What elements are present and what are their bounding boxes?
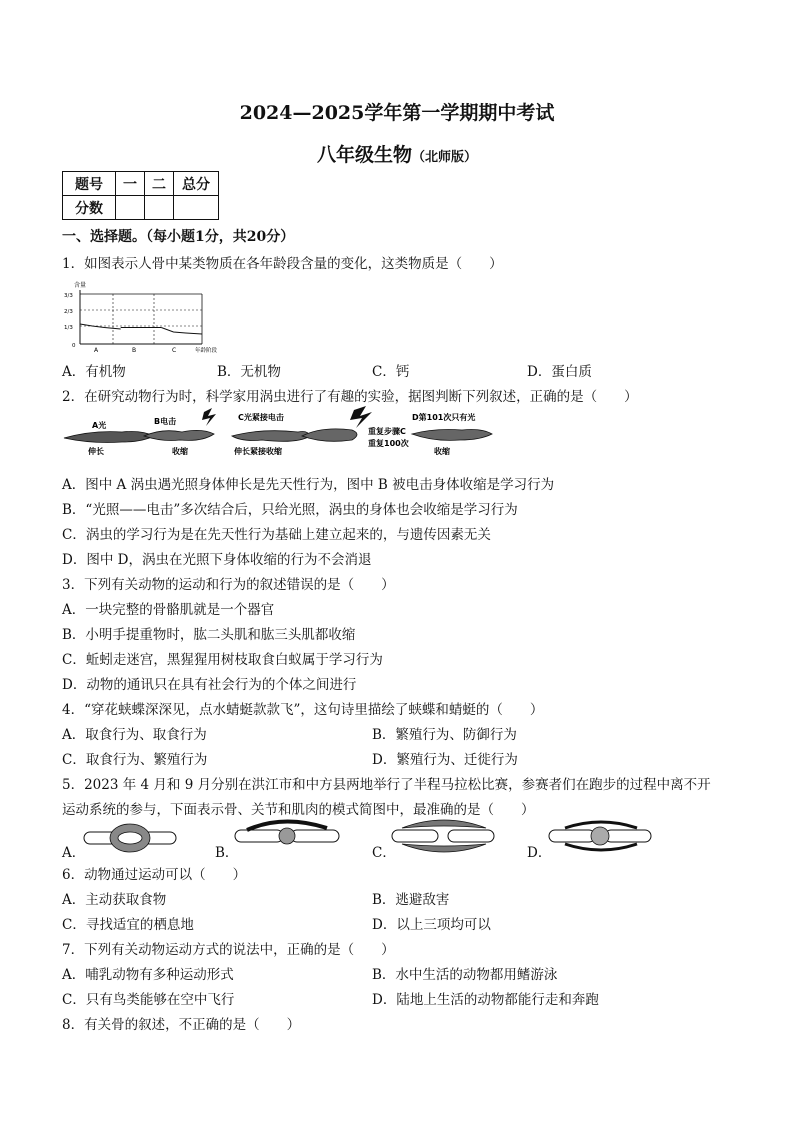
chart-xtick: B (132, 347, 137, 354)
q1-line-chart (62, 278, 222, 354)
q7-option-a[interactable]: A．哺乳动物有多种运动形式 (62, 967, 234, 983)
chart-ylabel: 含量 (74, 282, 87, 289)
q1-option-d[interactable]: D．蛋白质 (527, 364, 592, 380)
question-4-stem: 4．“穿花蛱蝶深深见，点水蜻蜓款款飞”，这句诗里描绘了蛱蝶和蜻蜓的（ ） (62, 702, 544, 718)
question-3-stem: 3．下列有关动物的运动和行为的叙述错误的是（ ） (62, 577, 395, 593)
q6-option-c[interactable]: C．寻找适宜的栖息地 (62, 917, 194, 933)
q5-joint-b-diagram (233, 814, 343, 854)
q6-option-b[interactable]: B．逃避敌害 (372, 892, 450, 908)
question-2-stem: 2．在研究动物行为时，科学家用涡虫进行了有趣的实验，据图判断下列叙述，正确的是（ ） (62, 389, 638, 405)
chart-ytick: 2/3 (64, 309, 73, 315)
question-5-stem-line1: 5．2023 年 4 月和 9 月分别在洪江市和中方县两地举行了半程马拉松比赛，参赛者们在跑步的过程中离不开 (62, 777, 711, 793)
fig-label: C光紧接电击 (238, 413, 284, 422)
chart-xlabel: 年龄阶段 (195, 348, 218, 354)
score-input-cell[interactable] (174, 196, 219, 220)
fig-label: 收缩 (434, 447, 450, 456)
chart-series-line-3 (161, 328, 202, 335)
score-cell: 一 (116, 172, 145, 196)
score-table (62, 171, 219, 220)
q4-option-c[interactable]: C．取食行为、繁殖行为 (62, 752, 208, 768)
score-input-cell[interactable] (145, 196, 174, 220)
q2-planaria-figure (62, 406, 502, 462)
fig-label: D第101次只有光 (412, 413, 476, 422)
score-cell: 题号 (63, 172, 116, 196)
fig-label: A光 (92, 421, 107, 430)
question-5-stem-line2: 运动系统的参与，下面表示骨、关节和肌肉的模式简图中，最准确的是（ ） (62, 802, 535, 818)
q1-option-b[interactable]: B．无机物 (217, 364, 281, 380)
q6-option-d[interactable]: D．以上三项均可以 (372, 917, 491, 933)
q5-option-c[interactable]: C． (372, 845, 396, 861)
chart-xtick: A (94, 347, 99, 354)
section-heading: 一、选择题。（每小题1分，共20分） (62, 229, 295, 245)
chart-ytick: 1/3 (64, 325, 73, 331)
chart-ytick: 0 (72, 343, 76, 349)
worm-a-icon (64, 432, 154, 443)
question-1-stem: 1．如图表示人骨中某类物质在各年龄段含量的变化，这类物质是（ ） (62, 256, 503, 272)
chart-series-line-1 (80, 324, 121, 329)
q5-option-d[interactable]: D． (527, 845, 552, 861)
q7-option-b[interactable]: B．水中生活的动物都用鳍游泳 (372, 967, 558, 983)
score-table-score-row (63, 196, 219, 220)
q4-option-b[interactable]: B．繁殖行为、防御行为 (372, 727, 517, 743)
q4-option-d[interactable]: D．繁殖行为、迁徙行为 (372, 752, 518, 768)
q2-option-b[interactable]: B．“光照——电击”多次结合后，只给光照，涡虫的身体也会收缩是学习行为 (62, 502, 518, 518)
exam-subtitle (0, 140, 794, 167)
q7-option-d[interactable]: D．陆地上生活的动物都能行走和奔跑 (372, 992, 599, 1008)
score-table-header-row (63, 172, 219, 196)
q5-joint-c-diagram (390, 816, 498, 856)
chart-ytick: 3/3 (64, 293, 73, 299)
q2-option-d[interactable]: D．图中 D，涡虫在光照下身体收缩的行为不会消退 (62, 552, 372, 568)
chart-series-group (80, 324, 202, 334)
q1-option-c[interactable]: C．钙 (372, 364, 410, 380)
score-cell: 分数 (63, 196, 116, 220)
q3-option-d[interactable]: D．动物的通讯只在具有社会行为的个体之间进行 (62, 677, 357, 693)
chart-xtick: C (172, 347, 177, 354)
worm-d-icon (412, 430, 492, 441)
score-cell: 总分 (174, 172, 219, 196)
fig-label: 伸长紧接收缩 (234, 447, 282, 456)
fig-label: 重复步骤C (368, 427, 406, 436)
q4-option-a[interactable]: A．取食行为、取食行为 (62, 727, 207, 743)
fig-label: B电击 (154, 417, 177, 426)
q5-option-a[interactable]: A． (62, 845, 86, 861)
q3-option-c[interactable]: C．蚯蚓走迷宫，黑猩猩用树枝取食白蚁属于学习行为 (62, 652, 383, 668)
q3-option-a[interactable]: A．一块完整的骨骼肌就是一个器官 (62, 602, 275, 618)
q2-option-c[interactable]: C．涡虫的学习行为是在先天性行为基础上建立起来的，与遗传因素无关 (62, 527, 491, 543)
q5-joint-d-diagram (547, 816, 655, 856)
q2-option-a[interactable]: A．图中 A 涡虫遇光照身体伸长是先天性行为，图中 B 被电击身体收缩是学习行为 (62, 477, 555, 493)
q1-option-a[interactable]: A．有机物 (62, 364, 126, 380)
worm-c2-icon (302, 429, 357, 441)
question-6-stem: 6．动物通过运动可以（ ） (62, 867, 247, 883)
score-cell: 二 (145, 172, 174, 196)
question-7-stem: 7．下列有关动物运动方式的说法中，正确的是（ ） (62, 942, 395, 958)
q5-joint-a-diagram (82, 820, 178, 856)
score-input-cell[interactable] (116, 196, 145, 220)
fig-label: 伸长 (88, 447, 104, 456)
worm-b-icon (144, 430, 214, 440)
subject-label: 八年级生物 (316, 144, 412, 166)
worm-c-icon (232, 431, 310, 442)
exam-title: 2024—2025学年第一学期期中考试 (239, 102, 555, 124)
q3-option-b[interactable]: B．小明手提重物时，肱二头肌和肱三头肌都收缩 (62, 627, 356, 643)
q7-option-c[interactable]: C．只有鸟类能够在空中飞行 (62, 992, 235, 1008)
edition-label: （北师版） (412, 150, 478, 165)
fig-label: 重复100次 (368, 439, 409, 448)
question-8-stem: 8．有关骨的叙述，不正确的是（ ） (62, 1017, 301, 1033)
q5-option-b[interactable]: B． (215, 845, 239, 861)
fig-label: 收缩 (172, 447, 188, 456)
q6-option-a[interactable]: A．主动获取食物 (62, 892, 167, 908)
lightning-icon (350, 406, 372, 428)
lightning-icon (202, 408, 216, 426)
